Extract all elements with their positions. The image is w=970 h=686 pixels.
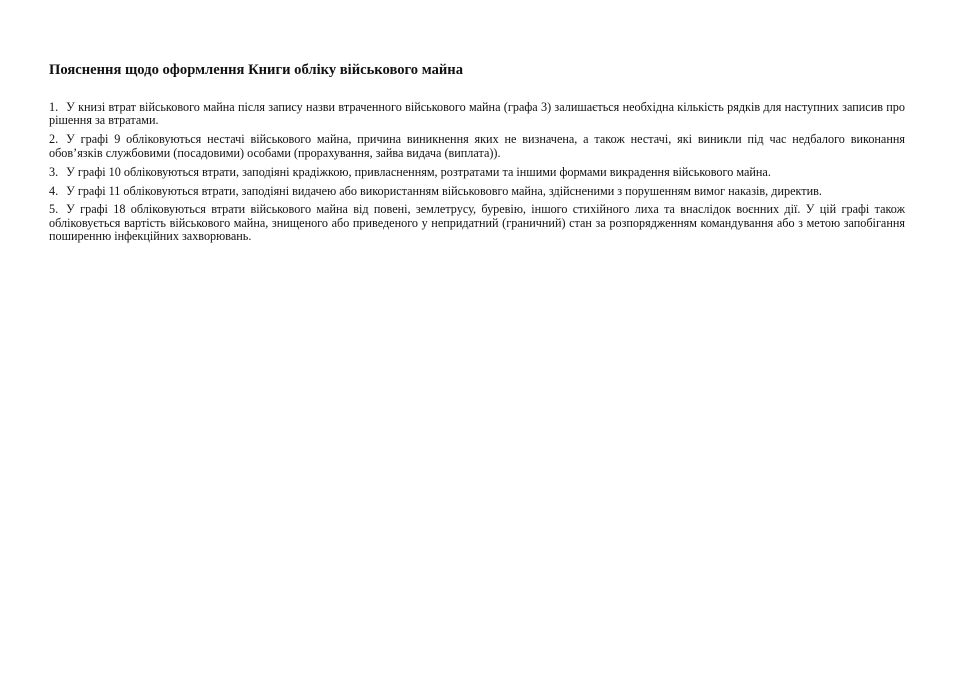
notes-list xyxy=(49,101,905,249)
note-text: У графі 18 обліковуються втрати військового майна від повені, землетрусу, буревію, іншого стихійного лиха та внаслідок воєнних дії. У цій графі також обліковується вартість військового майна, знищеного або приведеного у непридатний (граничний) стан за розпорядженням командування або з метою запобігання поширенню інфекційних захворювань. xyxy=(49,202,905,244)
note-number: 4. xyxy=(49,183,59,198)
note-text: У графі 11 обліковуються втрати, заподіяні видачею або використанням військововго майна, здійсненими з порушенням вимог наказів, директив. xyxy=(66,183,822,198)
note-item-4 xyxy=(49,185,905,198)
note-number: 1. xyxy=(49,100,59,114)
note-text: У книзі втрат військового майна після запису назви втраченного військового майна (графа 3) залишається необхідна кількість рядків для наступних записив про рішення за втратами. xyxy=(49,100,905,128)
note-text: У графі 10 обліковуються втрати, заподіяні крадіжкою, привласненням, розтратами та іншими формами викрадення військового майна. xyxy=(66,164,771,179)
note-item-2 xyxy=(49,133,905,160)
note-number: 5. xyxy=(49,202,59,217)
note-item-3 xyxy=(49,166,905,179)
document-title: Пояснення щодо оформлення Книги обліку військового майна xyxy=(49,62,463,78)
note-item-1 xyxy=(49,101,905,128)
note-number: 2. xyxy=(49,132,59,147)
note-number: 3. xyxy=(49,164,59,179)
note-item-5 xyxy=(49,203,905,243)
note-text: У графі 9 обліковуються нестачі військового майна, причина виникнення яких не визначена, а також нестачі, які виникли під час недбалого виконання обов’язків службовими (посадовими) особами (прорахування, зайва видача (виплата)). xyxy=(49,132,905,160)
